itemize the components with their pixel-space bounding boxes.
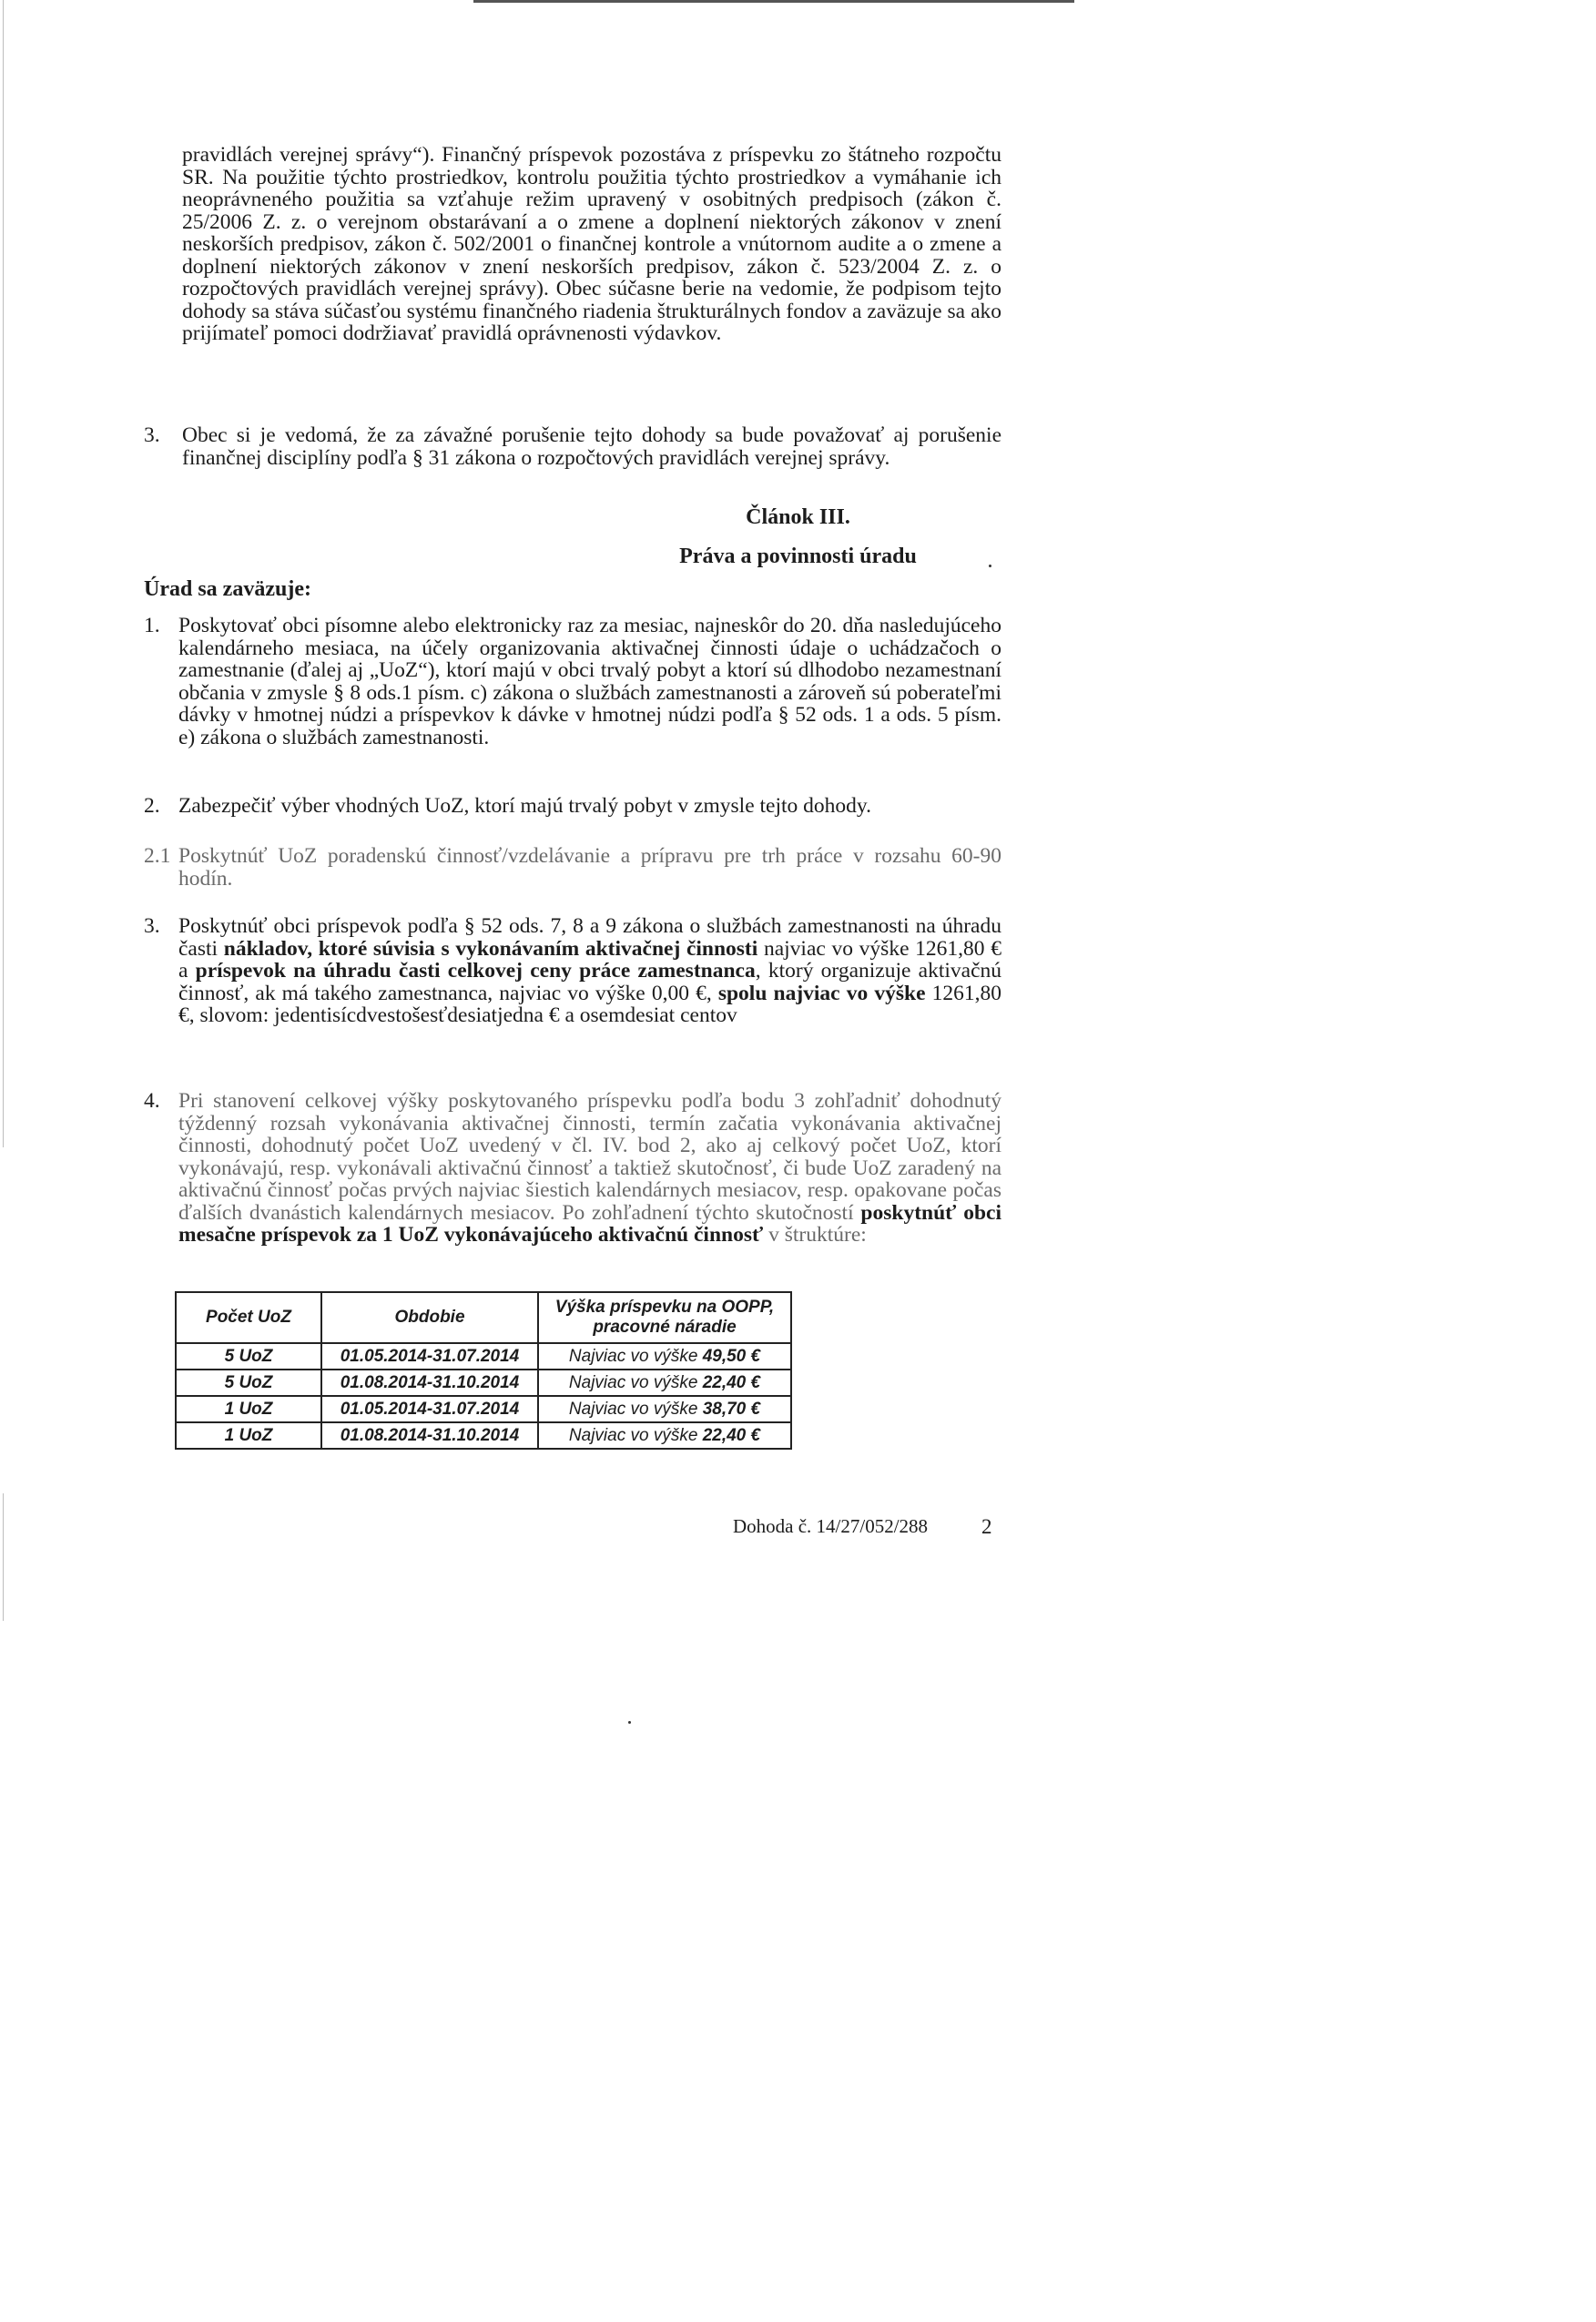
item-number: 2.1 — [144, 844, 171, 868]
table-row — [176, 1396, 791, 1422]
table-cell: 1 UoZ — [176, 1422, 321, 1449]
item-number: 3. — [144, 914, 160, 938]
table-row — [176, 1370, 791, 1396]
table-cell: Najviac vo výške 22,40 € — [538, 1422, 791, 1449]
table-cell: 5 UoZ — [176, 1370, 321, 1396]
article-subtitle: Práva a povinnosti úradu — [679, 545, 917, 568]
item-number: 3. — [144, 423, 160, 447]
table-cell: Najviac vo výške 22,40 € — [538, 1370, 791, 1396]
table-cell: 5 UoZ — [176, 1343, 321, 1370]
table-cell: 1 UoZ — [176, 1396, 321, 1422]
footer-page-number: 2 — [981, 1515, 992, 1538]
table-header-row — [176, 1292, 791, 1343]
item-number: 1. — [144, 614, 160, 637]
table-cell: 01.05.2014-31.07.2014 — [321, 1396, 538, 1422]
footer-document-number: Dohoda č. 14/27/052/288 — [733, 1515, 929, 1537]
scan-margin-rule — [3, 0, 4, 1147]
table-cell: 01.08.2014-31.10.2014 — [321, 1422, 538, 1449]
scan-speck — [628, 1721, 631, 1724]
item-3-text: Obec si je vedomá, že za závažné porušenie tejto dohody sa bude považovať aj porušenie finančnej disciplíny podľa § 31 zákona o rozpočtových pravidlách verejnej správy. — [182, 423, 1001, 470]
item-number: 2. — [144, 794, 160, 818]
table-cell: 01.05.2014-31.07.2014 — [321, 1343, 538, 1370]
scan-speck — [989, 565, 991, 567]
item-2-text: Zabezpečiť výber vhodných UoZ, ktorí majú trvalý pobyt v zmysle tejto dohody. — [178, 794, 871, 818]
item-number: 4. — [144, 1089, 160, 1113]
column-header: Počet UoZ — [176, 1292, 321, 1343]
item-3-contribution-text: Poskytnúť obci príspevok podľa § 52 ods. 7, 8 a 9 zákona o službách zamestnanosti na úhradu časti nákladov, ktoré súvisia s vykonávaním aktivačnej činnosti najviac vo výške 1261,80 € a príspevok na úhradu časti celkovej ceny práce zamestnanca, ktorý organizuje aktivačnú činnosť, ak má takého zamestnanca, najviac vo výške 0,00 €, spolu najviac vo výške 1261,80 €, slovom: jedentisícdvestošesťdesiatjedna € a osemdesiat centov — [178, 914, 1002, 1027]
scan-margin-rule — [3, 1493, 4, 1621]
scan-top-rule — [473, 0, 1074, 3]
item-4-text: Pri stanovení celkovej výšky poskytovaného príspevku podľa bodu 3 zohľadniť dohodnutý týždenný rozsah vykonávania aktivačnej činnosti, termín začatia vykonávania aktivačnej činnosti, dohodnutý počet UoZ uvedený v čl. IV. bod 2, ako aj celkový počet UoZ, ktorí vykonávajú, resp. vykonávali aktivačnú činnosť a taktiež skutočnosť, či bude UoZ zaradený na aktivačnú činnosť počas prvých najviac šiestich kalendárnych mesiacov, resp. opakovane počas ďalších dvanástich kalendárnych mesiacov. Po zohľadnení týchto skutočností poskytnúť obci mesačne príspevok za 1 UoZ vykonávajúceho aktivačnú činnosť v štruktúre: — [178, 1089, 1001, 1247]
contribution-table — [175, 1291, 792, 1450]
table-cell: Najviac vo výške 49,50 € — [538, 1343, 791, 1370]
paragraph-continued: pravidlách verejnej správy“). Finančný príspevok pozostáva z príspevku zo štátneho rozpočtu SR. Na použitie týchto prostriedkov, kontrolu použitia týchto prostriedkov a vymáhanie ich neoprávneného použitia sa vzťahuje režim upravený v osobitných predpisoch (zákon č. 25/2006 Z. z. o verejnom obstarávaní a o zmene a doplnení niektorých zákonov v znení neskorších predpisov, zákon č. 502/2001 o finančnej kontrole a vnútornom audite a o zmene a doplnení niektorých zákonov v znení neskorších predpisov, zákon č. 523/2004 Z. z. o rozpočtových pravidlách verejnej správy). Obec súčasne berie na vedomie, že podpisom tejto dohody sa stáva súčasťou systému finančného riadenia štrukturálnych fondov a zaväzuje sa ako prijímateľ pomoci dodržiavať pravidlá oprávnenosti výdavkov. — [182, 143, 1001, 345]
table-row — [176, 1422, 791, 1449]
office-commits-heading: Úrad sa zaväzuje: — [144, 577, 311, 601]
table-cell: Najviac vo výške 38,70 € — [538, 1396, 791, 1422]
item-1-text: Poskytovať obci písomne alebo elektronicky raz za mesiac, najneskôr do 20. dňa nasledujúceho kalendárneho mesiaca, na účely organizovania aktivačnej činnosti údaje o uchádzačoch o zamestnanie (ďalej aj „UoZ“), ktorí majú v obci trvalý pobyt a ktorí sú dlhodobo nezamestnaní občania v zmysle § 8 ods.1 písm. c) zákona o službách zamestnanosti a zároveň sú poberateľmi dávky v hmotnej núdzi a príspevkov k dávke v hmotnej núdzi podľa § 52 ods. 1 a ods. 5 písm. e) zákona o službách zamestnanosti. — [178, 614, 1001, 749]
table-row — [176, 1343, 791, 1370]
column-header: Výška príspevku na OOPP, pracovné náradie — [538, 1292, 791, 1343]
item-2-1-text: Poskytnúť UoZ poradenskú činnosť/vzdelávanie a prípravu pre trh práce v rozsahu 60-90 hodín. — [178, 844, 1001, 891]
table-cell: 01.08.2014-31.10.2014 — [321, 1370, 538, 1396]
article-title: Článok III. — [746, 505, 850, 529]
column-header: Obdobie — [321, 1292, 538, 1343]
